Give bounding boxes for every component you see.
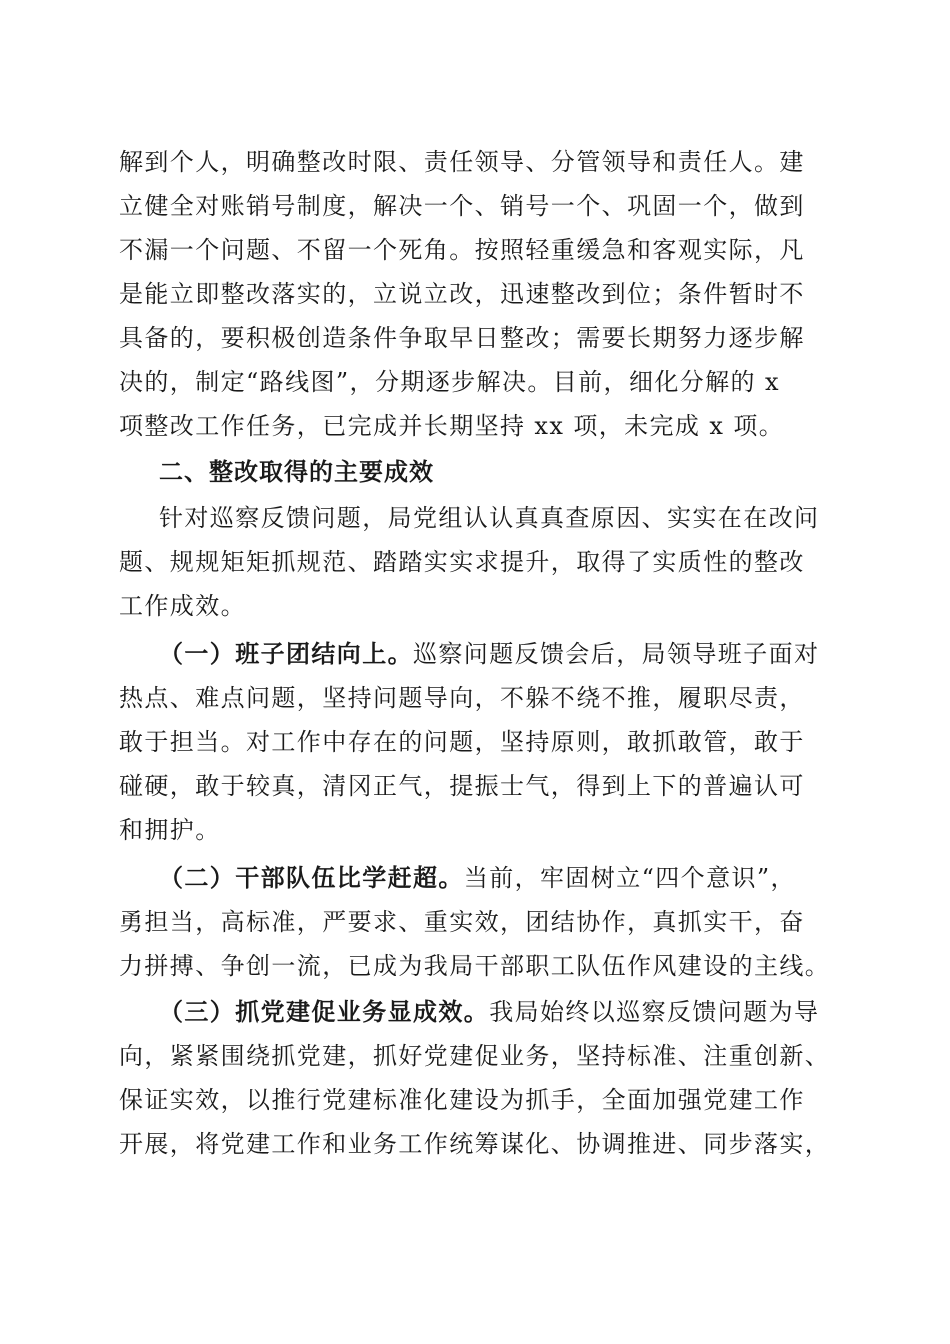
paragraph-line: 力拼搏、争创一流，已成为我局干部职工队伍作风建设的主线。	[119, 952, 831, 980]
paragraph-line: 立健全对账销号制度，解决一个、销号一个、巩固一个，做到	[119, 192, 805, 220]
section-heading: 二、整改取得的主要成效	[159, 458, 434, 486]
paragraph-line: 工作成效。	[119, 592, 246, 620]
item-text: 当前，牢固树立“四个意识”，	[463, 864, 796, 892]
item-title: （三）抓党建促业务显成效。	[159, 997, 490, 1026]
paragraph-line: 项整改工作任务，已完成并长期坚持 xx 项，未完成 x 项。	[119, 412, 785, 440]
paragraph-line: 敢于担当。对工作中存在的问题，坚持原则，敢抓敢管，敢于	[119, 728, 805, 756]
paragraph-line: 解到个人，明确整改时限、责任领导、分管领导和责任人。建	[119, 148, 805, 176]
item-first-line	[119, 990, 819, 1034]
item-text: 我局始终以巡察反馈问题为导	[489, 998, 820, 1026]
paragraph-line: 决的，制定“路线图”，分期逐步解决。目前，细化分解的 x	[119, 368, 780, 396]
paragraph-line: 和拥护。	[119, 816, 221, 844]
paragraph-line: 具备的，要积极创造条件争取早日整改；需要长期努力逐步解	[119, 324, 805, 352]
item-first-line	[119, 632, 819, 676]
paragraph-line: 是能立即整改落实的，立说立改，迅速整改到位；条件暂时不	[119, 280, 805, 308]
paragraph-line: 针对巡察反馈问题，局党组认认真真查原因、实实在在改问	[159, 504, 820, 532]
item-first-line	[119, 856, 796, 900]
paragraph-line: 开展，将党建工作和业务工作统筹谋化、协调推进、同步落实，	[119, 1130, 831, 1158]
paragraph-line: 不漏一个问题、不留一个死角。按照轻重缓急和客观实际，凡	[119, 236, 805, 264]
paragraph-line: 保证实效，以推行党建标准化建设为抓手，全面加强党建工作	[119, 1086, 805, 1114]
item-title: （一）班子团结向上。	[159, 639, 413, 668]
item-text: 巡察问题反馈会后，局领导班子面对	[413, 640, 820, 668]
paragraph-line: 向，紧紧围绕抓党建，抓好党建促业务，坚持标准、注重创新、	[119, 1042, 831, 1070]
paragraph-line: 勇担当，高标准，严要求、重实效，团结协作，真抓实干，奋	[119, 908, 805, 936]
item-title: （二）干部队伍比学赶超。	[159, 863, 464, 892]
paragraph-line: 热点、难点问题，坚持问题导向，不躲不绕不推，履职尽责，	[119, 684, 805, 712]
paragraph-line: 碰硬，敢于较真，清冈正气，提振士气，得到上下的普遍认可	[119, 772, 805, 800]
paragraph-line: 题、规规矩矩抓规范、踏踏实实求提升，取得了实质性的整改	[119, 548, 805, 576]
